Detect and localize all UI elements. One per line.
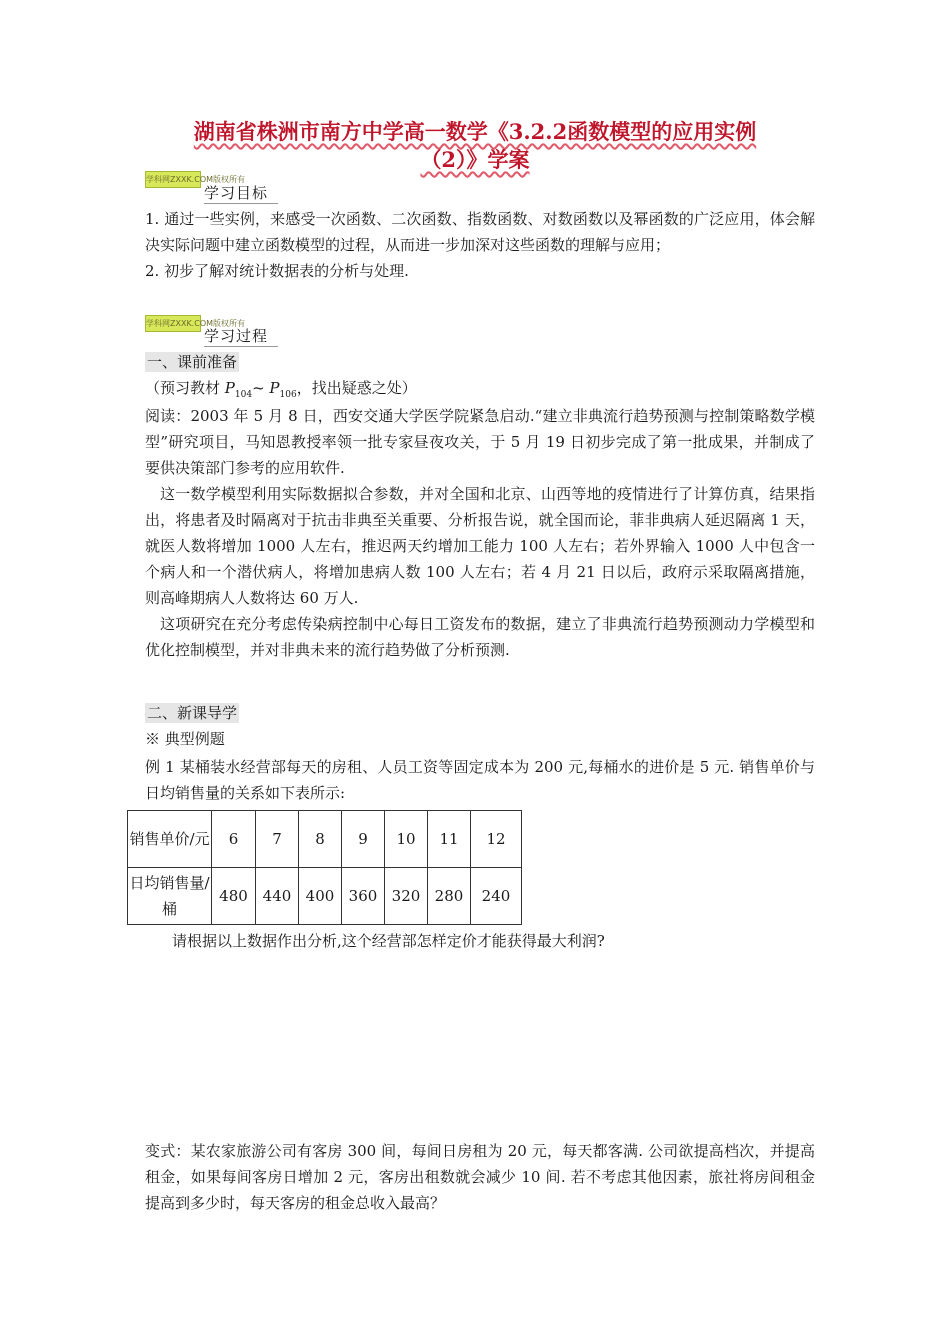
variant-text <box>145 1138 815 1216</box>
reading-text <box>145 403 815 663</box>
example-1-text <box>145 754 815 806</box>
table-cell: 400 <box>299 868 342 925</box>
table-header-cell: 日均销售量/桶 <box>128 868 212 925</box>
table-cell: 11 <box>428 811 471 868</box>
typical-examples-heading: ※ 典型例题 <box>145 730 225 748</box>
section-1-heading: 一、课前准备 <box>147 353 238 371</box>
document-title <box>150 118 800 174</box>
preview-note <box>145 377 417 406</box>
title-line-2: （2）》学案 <box>420 147 530 172</box>
example-1-paragraph: 例 1 某桶装水经营部每天的房租、人员工资等固定成本为 200 元,每桶水的进价是 5 元. 销售单价与日均销售量的关系如下表所示: <box>145 758 815 802</box>
logo-badge-2: 学科网ZXXK.COM版权所有 <box>145 315 201 332</box>
preview-prefix: （预习教材 <box>145 379 225 397</box>
page-start-letter: P <box>224 379 235 397</box>
table-cell: 240 <box>471 868 522 925</box>
objectives-label: 学习目标 <box>204 182 278 204</box>
reading-para-2: 这一数学模型利用实际数据拟合参数，并对全国和北京、山西等地的疫情进行了计算仿真，结果指出，将患者及时隔离对于抗击非典至关重要、分析报告说，就全国而论，菲非典病人延迟隔离 1 天，就医人数将增加 1000 人左右，推迟两天约增加工能力 100 人左右；若外界输入 1000 人中包含一个病人和一个潜伏病人，将增加患病人数 100 人左右；若 4 月 21 日以后，政府示采取隔离措施，则高峰期病人人数将达 60 万人. <box>145 485 815 607</box>
page-end-number: 106 <box>279 390 297 400</box>
logo-badge: 学科网ZXXK.COM版权所有 <box>145 171 201 188</box>
page-start-number: 104 <box>234 390 253 400</box>
table-cell: 6 <box>212 811 256 868</box>
table-row <box>128 868 522 925</box>
objectives-text <box>145 206 815 284</box>
table-row <box>128 811 522 868</box>
table-cell: 12 <box>471 811 522 868</box>
title-line-1: 湖南省株洲市南方中学高一数学《3.2.2函数模型的应用实例 <box>193 119 757 144</box>
table-cell: 440 <box>256 868 299 925</box>
reading-para-3: 这项研究在充分考虑传染病控制中心每日工资发布的数据，建立了非典流行趋势预测动力学模型和优化控制模型，并对非典未来的流行趋势做了分析预测. <box>145 615 815 659</box>
reading-para-1: 阅读：2003 年 5 月 8 日，西安交通大学医学院紧急启动.“建立非典流行趋势预测与控制策略数学模型”研究项目，马知恩教授率领一批专家昼夜攻关，于 5 月 19 日初步完成了第一批成果，并制成了要供决策部门参考的应用软件. <box>145 407 815 477</box>
page-range-tilde: ~ <box>252 379 270 397</box>
table-cell: 280 <box>428 868 471 925</box>
process-label: 学习过程 <box>204 325 278 347</box>
table-cell: 8 <box>299 811 342 868</box>
sales-table <box>127 810 522 925</box>
table-cell: 7 <box>256 811 299 868</box>
table-cell: 320 <box>385 868 428 925</box>
section-2-heading: 二、新课导学 <box>147 704 238 722</box>
variant-paragraph: 变式：某农家旅游公司有客房 300 间，每间日房租为 20 元，每天都客满. 公司欲提高档次，并提高租金，如果每间客房日增加 2 元，客房出租数就会减少 10 间. 若不考虑其他因素，旅社将房间租金提高到多少时，每天客房的租金总收入最高？ <box>145 1142 815 1212</box>
table-header-cell: 销售单价/元 <box>128 811 212 868</box>
table-cell: 360 <box>342 868 385 925</box>
preview-suffix: ，找出疑惑之处） <box>296 379 417 397</box>
table-cell: 9 <box>342 811 385 868</box>
example-1-question: 请根据以上数据作出分析,这个经营部怎样定价才能获得最大利润? <box>172 932 605 950</box>
page-end-letter: P <box>269 379 280 397</box>
objective-item-1: 1. 通过一些实例，来感受一次函数、二次函数、指数函数、对数函数以及幂函数的广泛应用，体会解决实际问题中建立函数模型的过程，从而进一步加深对这些函数的理解与应用； <box>145 210 815 254</box>
table-cell: 10 <box>385 811 428 868</box>
table-cell: 480 <box>212 868 256 925</box>
objective-item-2: 2. 初步了解对统计数据表的分析与处理. <box>145 262 409 280</box>
